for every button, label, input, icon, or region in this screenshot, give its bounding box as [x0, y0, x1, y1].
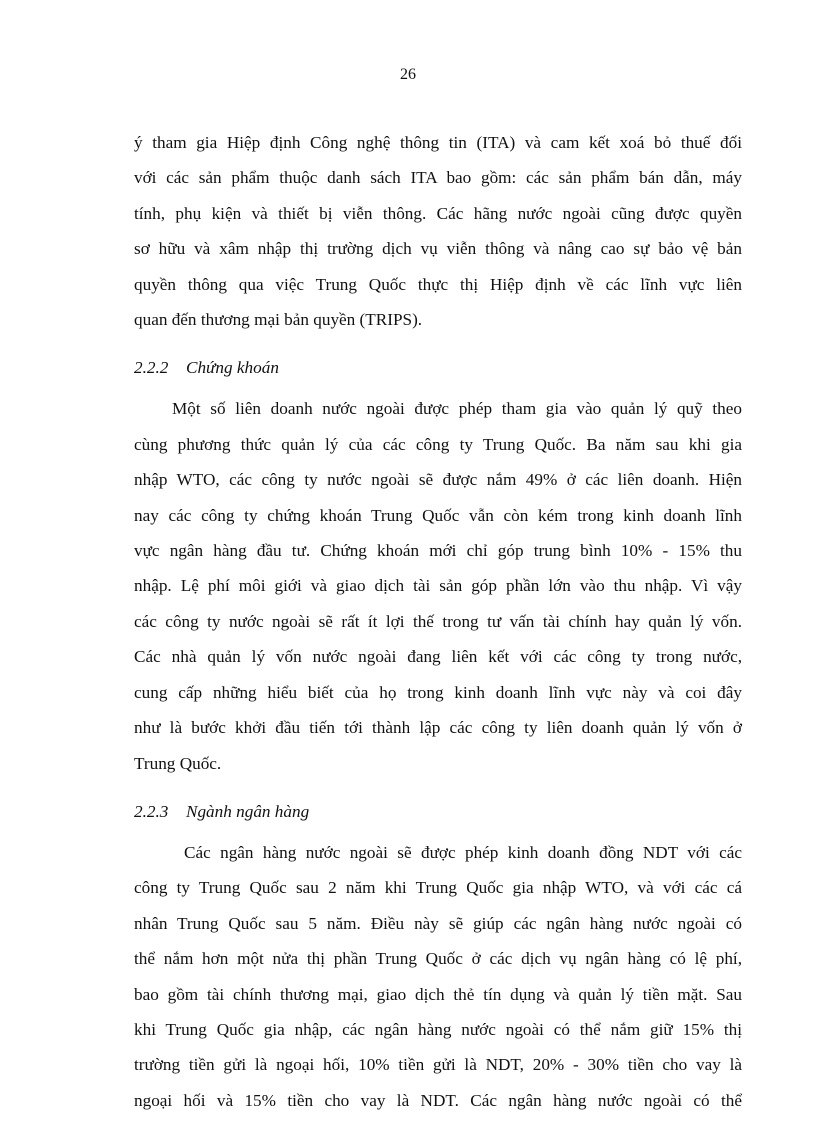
text-line: cung cấp những hiểu biết của họ trong kinh doanh lĩnh vực này và coi đây: [134, 682, 742, 702]
text-line: Các ngân hàng nước ngoài sẽ được phép kinh doanh đồng NDT với các: [184, 842, 742, 862]
text-line: các công ty nước ngoài sẽ rất ít lợi thế trong tư vấn tài chính hay quản lý vốn.: [134, 611, 742, 631]
text-line: trường tiền gửi là ngoại hối, 10% tiền gửi là NDT, 20% - 30% tiền cho vay là: [134, 1055, 742, 1075]
text-line: Các nhà quản lý vốn nước ngoài đang liên kết với các công ty trong nước,: [134, 647, 742, 667]
text-line: Trung Quốc.: [134, 753, 222, 773]
text-line: nhập WTO, các công ty nước ngoài sẽ được nắm 49% ở các liên doanh. Hiện: [134, 470, 742, 490]
section-heading-2-2-2: [134, 358, 742, 378]
text-line: Một số liên doanh nước ngoài được phép tham gia vào quản lý quỹ theo: [172, 399, 742, 419]
section-title: Chứng khoán: [186, 358, 279, 378]
section-number: 2.2.2: [134, 358, 169, 378]
text-line: tính, phụ kiện và thiết bị viễn thông. Các hãng nước ngoài cũng được quyền: [134, 203, 742, 223]
text-line: công ty Trung Quốc sau 2 năm khi Trung Quốc gia nhập WTO, và với các cá: [134, 878, 742, 898]
section-title: Ngành ngân hàng: [186, 801, 310, 821]
text-line: với các sản phẩm thuộc danh sách ITA bao gồm: các sản phẩm bán dẫn, máy: [134, 168, 742, 188]
section-heading-2-2-3: [134, 802, 742, 822]
text-line: thể nắm hơn một nửa thị phần Trung Quốc ở các dịch vụ ngân hàng có lệ phí,: [134, 949, 742, 969]
text-line: sơ hữu và xâm nhập thị trường dịch vụ viễn thông và nâng cao sự bảo vệ bản: [134, 239, 742, 259]
section-number: 2.2.3: [134, 801, 169, 821]
text-line: như là bước khởi đầu tiến tới thành lập các công ty liên doanh quản lý vốn ở: [134, 718, 742, 738]
text-line: nhân Trung Quốc sau 5 năm. Điều này sẽ giúp các ngân hàng nước ngoài có: [134, 913, 742, 933]
text-line: khi Trung Quốc gia nhập, các ngân hàng nước ngoài có thể nắm giữ 15% thị: [134, 1019, 742, 1039]
text-line: quyền thông qua việc Trung Quốc thực thị Hiệp định về các lĩnh vực liên: [134, 274, 742, 294]
text-line: quan đến thương mại bản quyền (TRIPS).: [134, 310, 423, 330]
text-line: bao gồm tài chính thương mại, giao dịch thẻ tín dụng và quản lý tiền mặt. Sau: [134, 984, 742, 1004]
text-line: vực ngân hàng đầu tư. Chứng khoán mới chỉ góp trung bình 10% - 15% thu: [134, 541, 742, 561]
text-line: nay các công ty chứng khoán Trung Quốc vẫn còn kém trong kinh doanh lĩnh: [134, 505, 742, 525]
page-number: 26: [400, 66, 416, 83]
text-line: ngoại hối và 15% tiền cho vay là NDT. Các ngân hàng nước ngoài có thể: [134, 1090, 742, 1110]
text-line: cùng phương thức quản lý của các công ty Trung Quốc. Ba năm sau khi gia: [134, 434, 742, 454]
text-line: nhập. Lệ phí môi giới và giao dịch tài sản góp phần lớn vào thu nhập. Vì vậy: [134, 576, 742, 596]
text-line: ý tham gia Hiệp định Công nghệ thông tin (ITA) và cam kết xoá bỏ thuế đối: [134, 133, 742, 152]
